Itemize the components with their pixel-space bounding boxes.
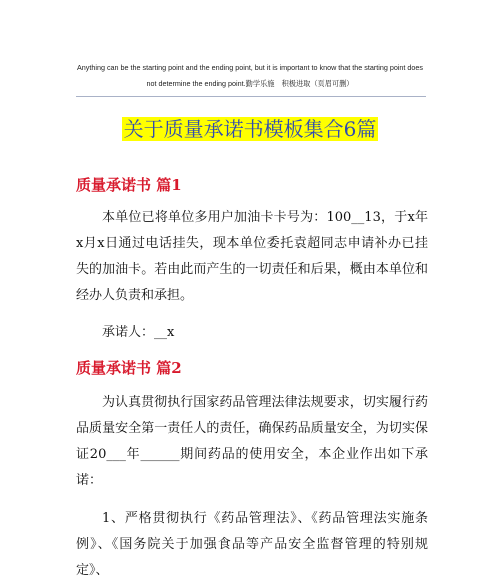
section-2-heading: 质量承诺书 篇2: [76, 359, 182, 377]
section-2-body: 为认真贯彻执行国家药品管理法律法规要求，切实履行药品质量安全第一责任人的责任，确保药品质量安全，为切实保证20___年______期间药品的使用安全，本企业作出如下承诺：: [76, 395, 428, 488]
section-1-signature: 承诺人：__x: [102, 325, 175, 340]
header-line-2: not determine the ending point.勤学乐施 积极进取（页眉可删）: [146, 79, 354, 88]
section-2-item-1: 1、严格贯彻执行《药品管理法》、《药品管理法实施条例》、《国务院关于加强食品等产品安全监督管理的特别规定》、: [76, 511, 428, 578]
header-line-1: Anything can be the starting point and the ending point, but it is important to know that the starting point does: [76, 63, 424, 72]
document-title-text: 关于质量承诺书模板集合6篇: [123, 117, 377, 141]
document-title: [0, 113, 500, 142]
section-1-heading: 质量承诺书 篇1: [76, 176, 182, 194]
header-divider: [76, 96, 426, 97]
section-1-body: 本单位已将单位多用户加油卡卡号为：100__13，于x年x月x日通过电话挂失，现本单位委托袁超同志申请补办已挂失的加油卡。若由此而产生的一切责任和后果，概由本单位和经办人负责和承担。: [76, 210, 428, 303]
page-header: [60, 60, 440, 92]
